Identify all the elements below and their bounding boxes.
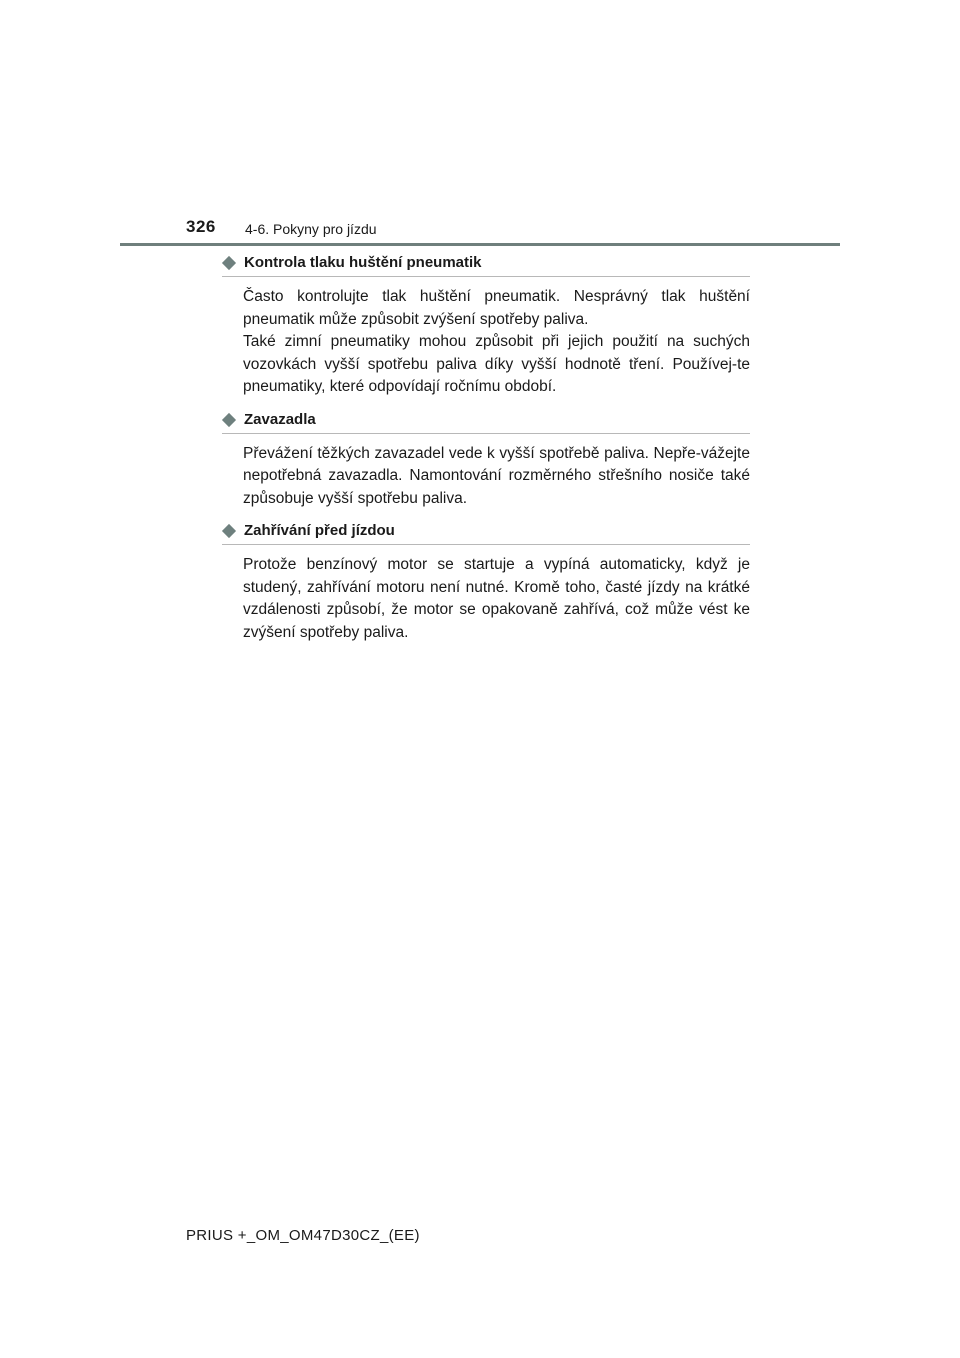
section-body [243, 443, 750, 511]
diamond-icon [223, 525, 235, 537]
section-heading-text: Zahřívání před jízdou [244, 522, 395, 539]
section-tire-pressure [222, 254, 750, 399]
section-body [243, 286, 750, 399]
content [222, 254, 750, 656]
section-heading [222, 254, 750, 277]
section-heading-text: Kontrola tlaku huštění pneumatik [244, 254, 482, 271]
page-number: 326 [186, 217, 216, 236]
header-rule [120, 243, 840, 246]
section-title: 4-6. Pokyny pro jízdu [245, 221, 377, 237]
section-heading [222, 411, 750, 434]
footer-doc-code: PRIUS +_OM_OM47D30CZ_(EE) [186, 1227, 420, 1244]
section-luggage [222, 411, 750, 511]
paragraph: Převážení těžkých zavazadel vede k vyšší spotřebě paliva. Nepře-vážejte nepotřebná zavazadla. Namontování rozměrného střešního nosiče také způsobuje vyšší spotřebu paliva. [243, 444, 750, 507]
diamond-icon [223, 257, 235, 269]
paragraph: Protože benzínový motor se startuje a vypíná automaticky, když je studený, zahřívání motoru není nutné. Kromě toho, časté jízdy na krátké vzdálenosti způsobí, že motor se opakovaně zahřívá, což může vést ke zvýšení spotřeby paliva. [243, 556, 750, 641]
section-heading [222, 522, 750, 545]
section-warm-up [222, 522, 750, 644]
paragraph: Často kontrolujte tlak huštění pneumatik. Nesprávný tlak huštění pneumatik může způsobit zvýšení spotřeby paliva. [243, 288, 750, 328]
paragraph: Také zimní pneumatiky mohou způsobit při jejich použití na suchých vozovkách vyšší spotřebu paliva díky vyšší hodnotě tření. Používej-te pneumatiky, které odpovídají ročnímu období. [243, 333, 750, 395]
diamond-icon [223, 414, 235, 426]
section-heading-text: Zavazadla [244, 410, 316, 428]
section-body [243, 554, 750, 644]
